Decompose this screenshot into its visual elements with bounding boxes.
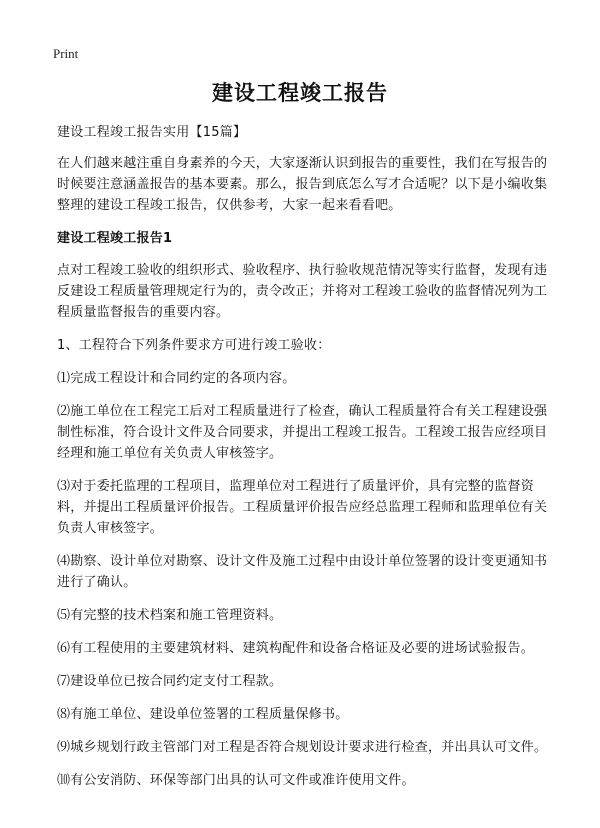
document-body (57, 122, 557, 803)
condition-item: ⑷勘察、设计单位对勘察、设计文件及施工过程中由设计单位签署的设计变更通知书进行了确认。 (57, 554, 548, 590)
condition-item: ⑸有完整的技术档案和施工管理资料。 (57, 608, 283, 623)
condition-item: ⑺建设单位已按合同约定支付工程款。 (57, 674, 283, 689)
condition-item: ⑶对于委托监理的工程项目，监理单位对工程进行了质量评价，具有完整的监督资料，并提出工程质量评价报告。工程质量评价报告应经总监理工程师和监理单位有关负责人审核签字。 (57, 479, 548, 536)
section-heading: 建设工程竣工报告1 (57, 231, 173, 246)
conditions-intro: 1、工程符合下列条件要求方可进行竣工验收： (57, 338, 331, 353)
condition-item: ⑴完成工程设计和合同约定的各项内容。 (57, 371, 296, 386)
intro-paragraph: 在人们越来越注重自身素养的今天，大家逐渐认识到报告的重要性，我们在写报告的时候要注意涵盖报告的基本要素。那么，报告到底怎么写才合适呢？以下是小编收集整理的建设工程竣工报告，仅供参考，大家一起来看看吧。 (57, 156, 548, 213)
section-paragraph: 点对工程竣工验收的组织形式、验收程序、执行验收规范情况等实行监督，发现有违反建设工程质量管理规定行为的，责令改正；并将对工程竣工验收的监督情况列为工程质量监督报告的重要内容。 (57, 263, 548, 320)
document-subtitle: 建设工程竣工报告实用【15篇】 (57, 125, 247, 140)
condition-item: ⑹有工程使用的主要建筑材料、建筑构配件和设备合格证及必要的进场试验报告。 (57, 641, 535, 656)
print-link[interactable]: Print (53, 46, 79, 61)
condition-item: ⑻有施工单位、建设单位签署的工程质量保修书。 (57, 707, 349, 722)
condition-item: ⑽有公安消防、环保等部门出具的认可文件或准许使用文件。 (57, 773, 415, 788)
document-title: 建设工程竣工报告 (212, 81, 388, 105)
condition-item: ⑼城乡规划行政主管部门对工程是否符合规划设计要求进行检查，并出具认可文件。 (57, 740, 548, 755)
condition-item: ⑵施工单位在工程完工后对工程质量进行了检查，确认工程质量符合有关工程建设强制性标准，符合设计文件及合同要求，并提出工程竣工报告。工程竣工报告应经项目经理和施工单位有关负责人审核签字。 (57, 404, 548, 461)
